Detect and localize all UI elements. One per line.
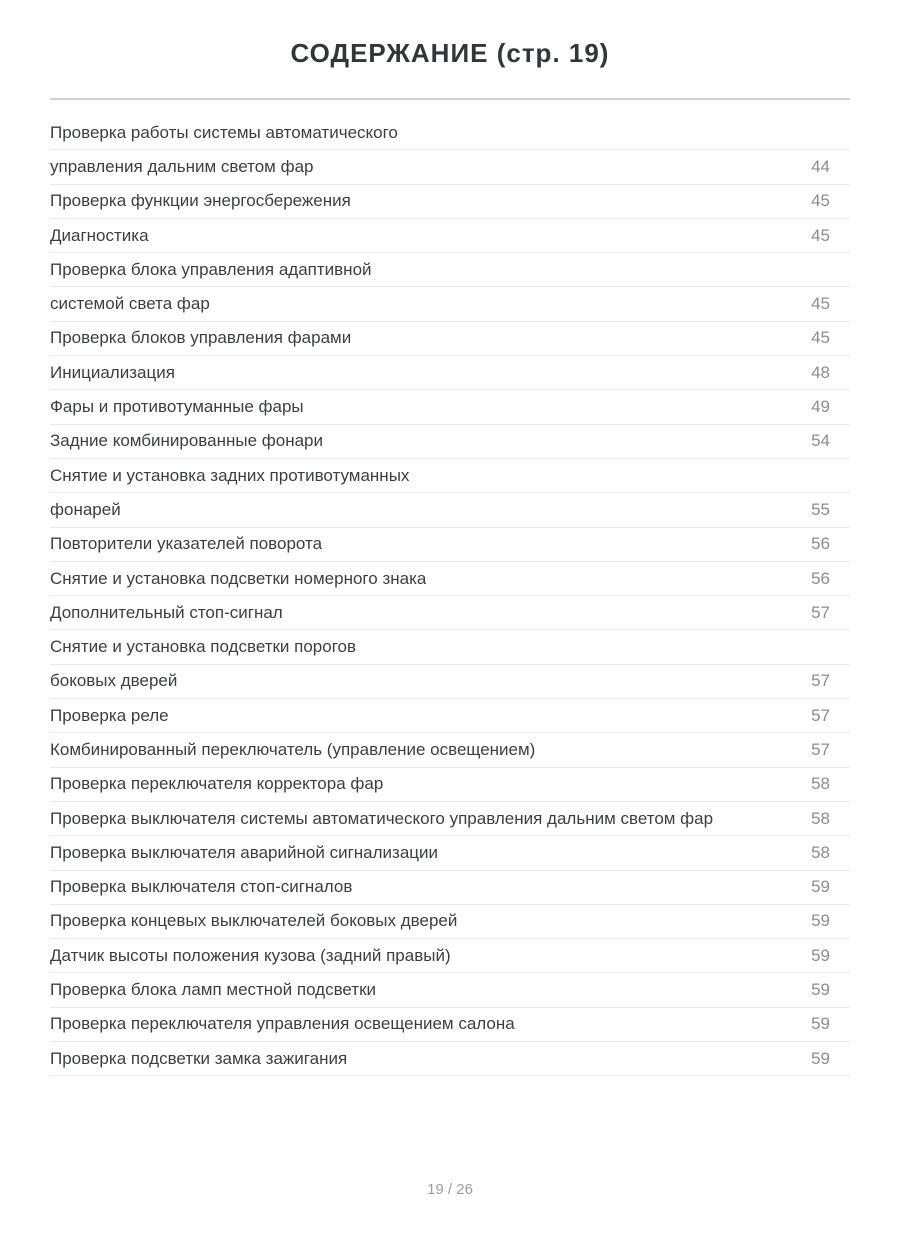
toc-entry-title: Проверка блоков управления фарами [50,328,352,348]
toc-entry-title: Проверка переключателя корректора фар [50,774,384,794]
toc-row [50,562,850,596]
toc-row [50,185,850,219]
toc-entry-title: Задние комбинированные фонари [50,431,324,451]
toc-row [50,871,850,905]
toc-row [50,905,850,939]
toc-row [50,219,850,253]
toc-entry-title: Проверка выключателя аварийной сигнализации [50,842,439,862]
toc-entry-page: 49 [811,397,830,417]
toc-entry-title: Проверка выключателя системы автоматического управления дальним светом фар [50,808,714,828]
page-indicator: 19 / 26 [427,1181,473,1198]
toc-entry-title: Проверка переключателя управления освещением салона [50,1014,515,1034]
toc-entry-title: Дополнительный стоп-сигнал [50,602,283,622]
toc-row [50,665,850,699]
document-page [0,38,900,1238]
toc-entry-title: Фары и противотуманные фары [50,397,304,417]
toc-entry-page: 57 [811,602,830,622]
toc-entry-title: боковых дверей [50,671,178,691]
toc-entry-page: 56 [811,534,830,554]
toc-entry-title: Датчик высоты положения кузова (задний правый) [50,945,451,965]
toc-entry-title: системой света фар [50,294,210,314]
toc-row [50,596,850,630]
toc-entry-title: Снятие и установка задних противотуманных [50,465,410,485]
toc-row [50,150,850,184]
toc-entry-title: Инициализация [50,362,175,382]
toc-entry-page: 54 [811,431,830,451]
toc-row [50,528,850,562]
toc-entry-title: Проверка реле [50,705,169,725]
toc-row [50,1042,850,1076]
toc-entry-title: Проверка блока ламп местной подсветки [50,980,377,1000]
toc-row [50,116,850,150]
toc-entry-page: 58 [811,808,830,828]
toc-entry-title: Проверка выключателя стоп-сигналов [50,877,353,897]
toc-row [50,973,850,1007]
toc-entry-page: 45 [811,294,830,314]
toc-row [50,425,850,459]
toc-row [50,699,850,733]
toc-entry-page: 59 [811,1048,830,1068]
toc-entry-page: 58 [811,842,830,862]
page-title: СОДЕРЖАНИЕ (стр. 19) [290,38,610,68]
toc-entry-title: Проверка блока управления адаптивной [50,259,372,279]
toc-row [50,459,850,493]
toc-entry-title: Диагностика [50,225,149,245]
toc-row [50,390,850,424]
toc-entry-title: Проверка функции энергосбережения [50,191,351,211]
toc-row [50,253,850,287]
toc-entry-title: Проверка концевых выключателей боковых дверей [50,911,458,931]
toc-entry-page: 48 [811,362,830,382]
toc-entry-page: 45 [811,328,830,348]
toc-row [50,322,850,356]
toc-entry-title: Снятие и установка подсветки номерного знака [50,568,427,588]
toc-entry-title: управления дальним светом фар [50,156,314,176]
toc-entry-page: 45 [811,191,830,211]
toc-entry-page: 59 [811,877,830,897]
toc-row [50,356,850,390]
toc-entry-title: Проверка работы системы автоматического [50,122,398,142]
toc-entry-title: Проверка подсветки замка зажигания [50,1048,348,1068]
toc-entry-page: 57 [811,705,830,725]
toc-entry-page: 59 [811,1014,830,1034]
toc-entry-title: Повторители указателей поворота [50,534,323,554]
toc-row [50,802,850,836]
toc-entry-page: 59 [811,945,830,965]
toc-entry-title: фонарей [50,499,121,519]
header-divider [50,98,850,100]
toc-entry-title: Снятие и установка подсветки порогов [50,637,357,657]
toc-entry-page: 59 [811,980,830,1000]
toc-row [50,1008,850,1042]
toc-row [50,287,850,321]
toc-entry-page: 56 [811,568,830,588]
toc-row [50,836,850,870]
toc-entry-page: 45 [811,225,830,245]
toc-row [50,733,850,767]
toc-entry-page: 57 [811,671,830,691]
toc-entry-title: Комбинированный переключатель (управление освещением) [50,739,536,759]
toc-list [50,116,850,1076]
toc-entry-page: 57 [811,739,830,759]
toc-entry-page: 55 [811,499,830,519]
toc-row [50,939,850,973]
toc-row [50,768,850,802]
toc-row [50,630,850,664]
toc-row [50,493,850,527]
toc-entry-page: 59 [811,911,830,931]
toc-entry-page: 44 [811,156,830,176]
toc-entry-page: 58 [811,774,830,794]
